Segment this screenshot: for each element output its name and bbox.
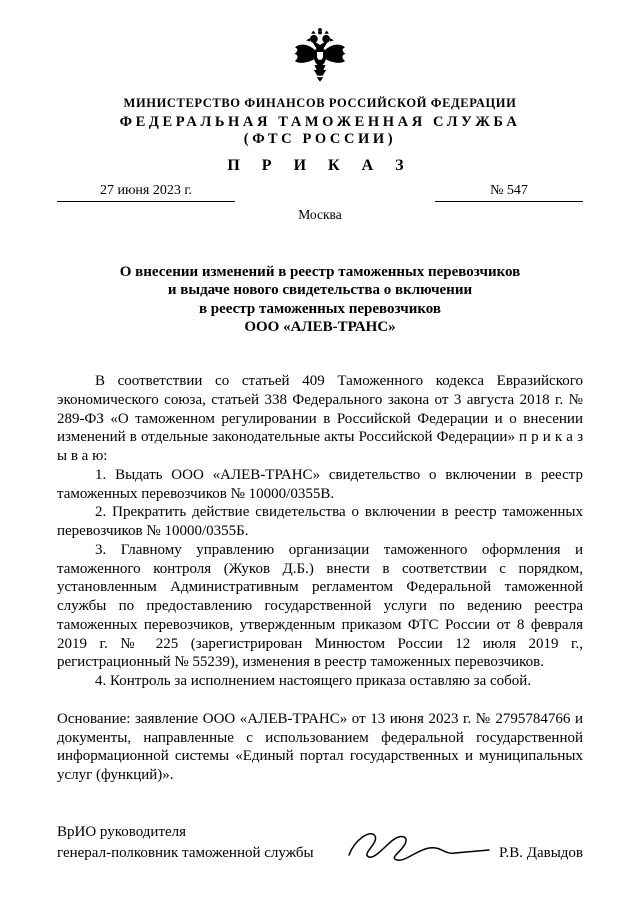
agency-short-name: (ФТС РОССИИ) (243, 131, 397, 147)
document-body (57, 372, 583, 785)
body-paragraph: В соответствии со статьей 409 Таможенного кодекса Евразийского экономического союза, статьей 338 Федерального закона от 3 августа 2018 г. № 289-ФЗ «О таможенном регулировании в Российской Федерации и о внесении изменений в отдельные законодательные акты Российской Федерации» п р и к а з ы в а ю: (57, 373, 583, 465)
signature-block (57, 821, 583, 863)
ministry-name: МИНИСТЕРСТВО ФИНАНСОВ РОССИЙСКОЙ ФЕДЕРАЦИИ (123, 96, 517, 110)
title-line-1: О внесении изменений в реестр таможенных перевозчиков (119, 264, 521, 280)
title-line-4: ООО «АЛЕВ-ТРАНС» (244, 318, 396, 335)
handwritten-signature (343, 821, 493, 867)
signature-area (343, 821, 583, 863)
basis-paragraph: Основание: заявление ООО «АЛЕВ-ТРАНС» от 13 июня 2023 г. № 2795784766 и документы, направленные с использованием федеральной государственной информационной системы «Единый портал государственных и муниципальных услуг (функций)». (57, 710, 583, 784)
document-title (57, 263, 583, 336)
body-paragraph: 1. Выдать ООО «АЛЕВ-ТРАНС» свидетельство о включении в реестр таможенных перевозчиков № 10000/0355В. (57, 466, 583, 502)
document-type-label: П Р И К А З (227, 157, 413, 174)
signer-position-line-2: генерал-полковник таможенной службы (57, 844, 314, 861)
document-header (0, 0, 640, 223)
body-paragraph: 2. Прекратить действие свидетельства о включении в реестр таможенных перевозчиков № 10000/0355Б. (57, 504, 583, 540)
agency-name: ФЕДЕРАЛЬНАЯ ТАМОЖЕННАЯ СЛУЖБА (119, 114, 521, 130)
body-paragraph: 4. Контроль за исполнением настоящего приказа оставляю за собой. (95, 673, 532, 690)
title-line-2: и выдаче нового свидетельства о включении (167, 282, 473, 299)
document-date: 27 июня 2023 г. (57, 183, 235, 202)
title-line-3: в реестр таможенных перевозчиков (198, 300, 442, 317)
city-label: Москва (298, 207, 342, 222)
signer-position (57, 822, 314, 863)
date-number-row (57, 183, 583, 202)
signer-position-line-1: ВрИО руководителя (57, 824, 187, 841)
signer-name: Р.В. Давыдов (499, 844, 583, 861)
body-paragraph: 3. Главному управлению организации таможенного оформления и таможенного контроля (Жуков Д.Б.) внести в соответствии с порядком, установленным Административным регламентом Федеральной таможенной службы по предоставлению государственной услуги по ведению реестра таможенных перевозчиков, утвержденным приказом ФТС России от 8 февраля 2019 г. № 225 (зарегистрирован Минюстом России 12 июля 2019 г., регистрационный № 55239), изменения в реестр таможенных перевозчиков. (57, 541, 583, 671)
document-number: № 547 (435, 183, 583, 202)
russian-coat-of-arms-icon (292, 26, 348, 89)
